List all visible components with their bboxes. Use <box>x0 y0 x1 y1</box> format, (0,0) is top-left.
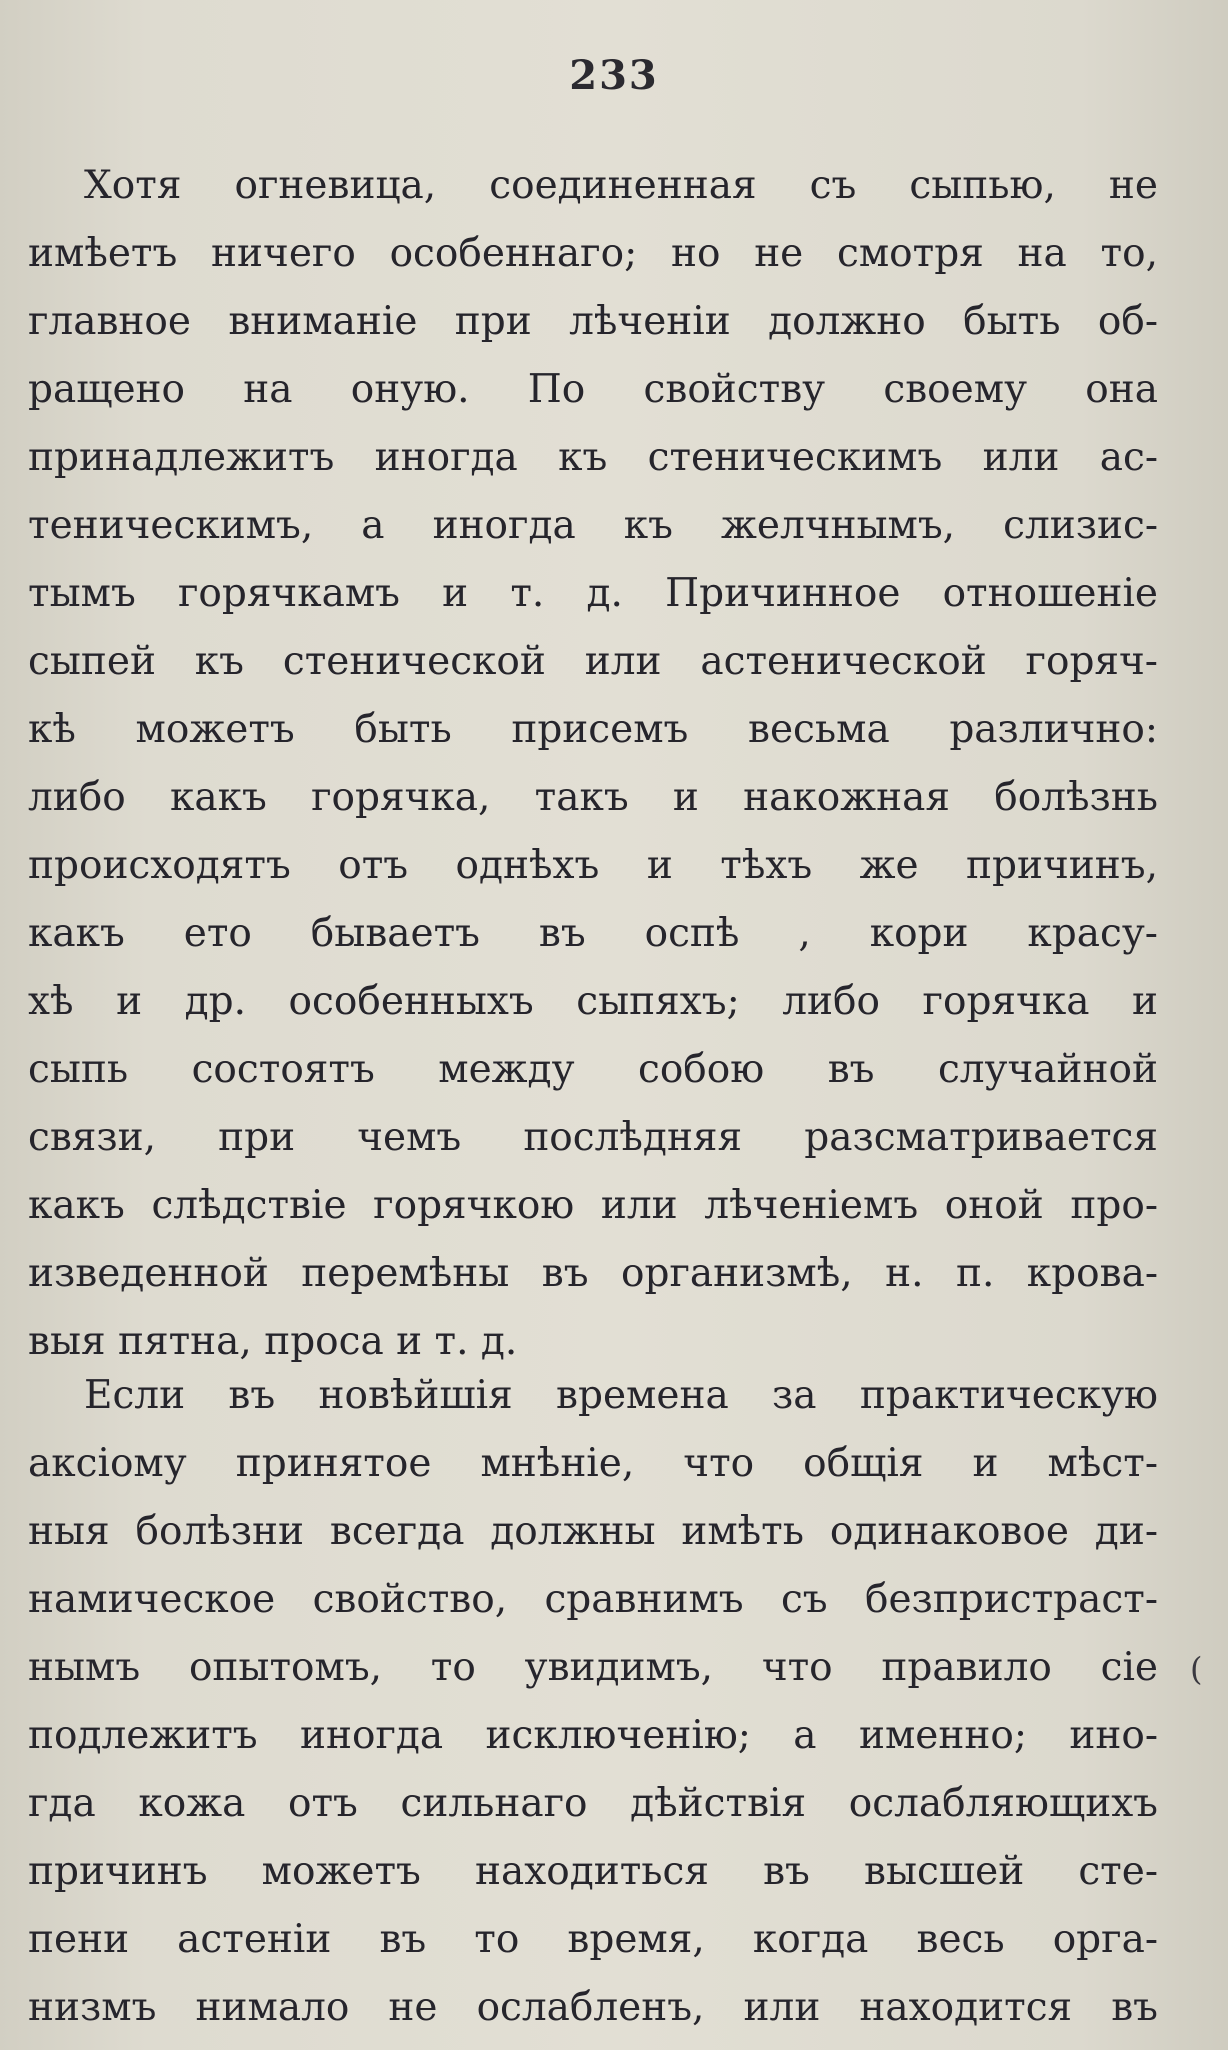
text-line: гда кожа отъ сильнаго дѣйствія ослабляющихъ <box>28 1781 1158 1826</box>
text-line: низмъ нимало не ослабленъ, или находится въ <box>28 1985 1158 2030</box>
text-line: изведенной перемѣны въ организмѣ, н. п. крова- <box>28 1251 1158 1296</box>
text-line: выя пятна, проса и т. д. <box>28 1319 518 1364</box>
text-line: нымъ опытомъ, то увидимъ, что правило сіе <box>28 1645 1158 1690</box>
text-line: сыпь состоятъ между собою въ случайной <box>28 1047 1158 1092</box>
text-line: либо какъ горячка, такъ и накожная болѣзнь <box>28 775 1158 820</box>
text-line: подлежитъ иногда исключенію; а именно; ино- <box>28 1713 1158 1758</box>
margin-mark: ( <box>1190 1650 1203 1688</box>
text-line: происходятъ отъ однѣхъ и тѣхъ же причинъ, <box>28 843 1158 888</box>
text-line: ныя болѣзни всегда должны имѣть одинаковое ди- <box>28 1509 1158 1554</box>
text-line: кѣ можетъ быть присемъ весьма различно: <box>28 707 1158 752</box>
text-line: теническимъ, а иногда къ желчнымъ, слизис- <box>28 503 1158 548</box>
paragraph-1 <box>28 152 1158 1376</box>
text-line: связи, при чемъ послѣдняя разсматривается <box>28 1115 1158 1160</box>
text-line: сыпей къ стенической или астенической горяч- <box>28 639 1158 684</box>
text-line: главное вниманіе при лѣченіи должно быть об- <box>28 299 1158 344</box>
text-line: какъ ето бываетъ въ оспѣ , кори красу- <box>28 911 1158 956</box>
text-line: принадлежитъ иногда къ стеническимъ или ас- <box>28 435 1158 480</box>
text-line: причинъ можетъ находиться въ высшей сте- <box>28 1849 1158 1894</box>
paragraph-2 <box>28 1362 1158 2042</box>
text-line: пени астеніи въ то время, когда весь орга- <box>28 1917 1158 1962</box>
text-line: Хотя огневица, соединенная съ сыпью, не <box>84 163 1158 208</box>
text-line: ращено на оную. По свойству своему она <box>28 367 1158 412</box>
text-line: имѣетъ ничего особеннаго; но не смотря на то, <box>28 231 1158 276</box>
text-line: намическое свойство, сравнимъ съ безпристраст- <box>28 1577 1158 1622</box>
text-line: Если въ новѣйшія времена за практическую <box>84 1373 1158 1418</box>
text-line: какъ слѣдствіе горячкою или лѣченіемъ оной про- <box>28 1183 1158 1228</box>
text-line: тымъ горячкамъ и т. д. Причинное отношеніе <box>28 571 1158 616</box>
text-line: аксіому принятое мнѣніе, что общія и мѣст- <box>28 1441 1158 1486</box>
text-line: хѣ и др. особенныхъ сыпяхъ; либо горячка и <box>28 979 1158 1024</box>
page-number: 233 <box>569 52 659 99</box>
